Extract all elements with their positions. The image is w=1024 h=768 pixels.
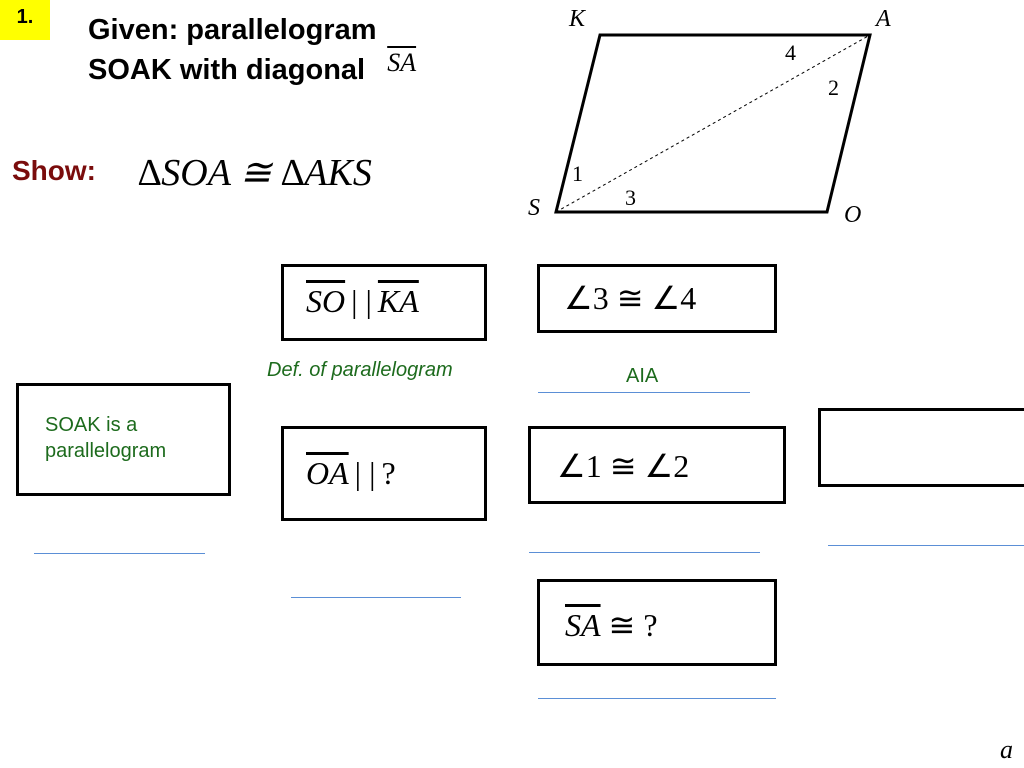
parallelogram-figure [520, 0, 900, 235]
angle-label-4: 4 [785, 40, 796, 65]
reason-blank-soak[interactable] [34, 553, 205, 554]
segment-oa: $\overline{OA}$ [306, 455, 349, 491]
given-line-1: Given: parallelogram [88, 14, 377, 46]
reason-blank-empty[interactable] [828, 545, 1024, 546]
diagonal-label: $\overline{SA}$ [387, 48, 417, 77]
parallel-symbol: | | [351, 283, 372, 319]
sa-congruent-rest: ≅ ? [608, 607, 658, 643]
show-label: Show: [12, 155, 96, 186]
problem-number-badge [0, 0, 50, 40]
parallel-symbol-2: | | [354, 455, 376, 491]
given-line-2: SOAK with diagonal $\overline{SA}$ [88, 48, 417, 86]
reason-blank-angle3-angle4[interactable] [538, 392, 750, 393]
soak-line-1: SOAK is a [45, 414, 138, 436]
vertex-a: A [876, 6, 891, 32]
soak-line-2: parallelogram [45, 440, 167, 462]
show-statement: ∆SOA ≅ ∆AKS [138, 152, 372, 194]
segment-so: $\overline{SO}$ [306, 283, 346, 319]
corner-label: a [1000, 735, 1013, 764]
reason-def-parallelogram: Def. of parallelogram [267, 359, 453, 381]
angle-label-1: 1 [572, 161, 583, 186]
problem-number: 1. [16, 6, 34, 28]
vertex-k: K [569, 6, 586, 32]
segment-ka: $\overline{KA}$ [377, 283, 419, 319]
vertex-o: O [844, 202, 862, 228]
diagonal-sa [556, 35, 870, 212]
angle1-angle2-text: ∠1 ≅ ∠2 [557, 448, 690, 484]
reason-blank-angle1-angle2[interactable] [529, 552, 760, 553]
proof-box-angle1-angle2 [528, 426, 786, 504]
angle-label-3: 3 [625, 185, 636, 210]
proof-box-empty[interactable] [818, 408, 1024, 487]
proof-box-sa-congruent [537, 579, 777, 666]
given-statement [88, 10, 416, 91]
proof-box-angle3-angle4 [537, 264, 777, 333]
reason-blank-oa[interactable] [291, 597, 461, 598]
reason-aia: AIA [626, 365, 659, 387]
proof-box-so-parallel-ka [281, 264, 487, 341]
segment-sa: $\overline{SA}$ [565, 607, 601, 643]
proof-box-soak-parallelogram [16, 383, 231, 496]
proof-box-oa-parallel [281, 426, 487, 521]
vertex-s: S [528, 195, 540, 221]
angle-label-2: 2 [828, 75, 839, 100]
angle3-angle4-text: ∠3 ≅ ∠4 [564, 280, 697, 316]
unknown-segment: ? [381, 455, 396, 491]
reason-blank-sa[interactable] [538, 698, 776, 699]
